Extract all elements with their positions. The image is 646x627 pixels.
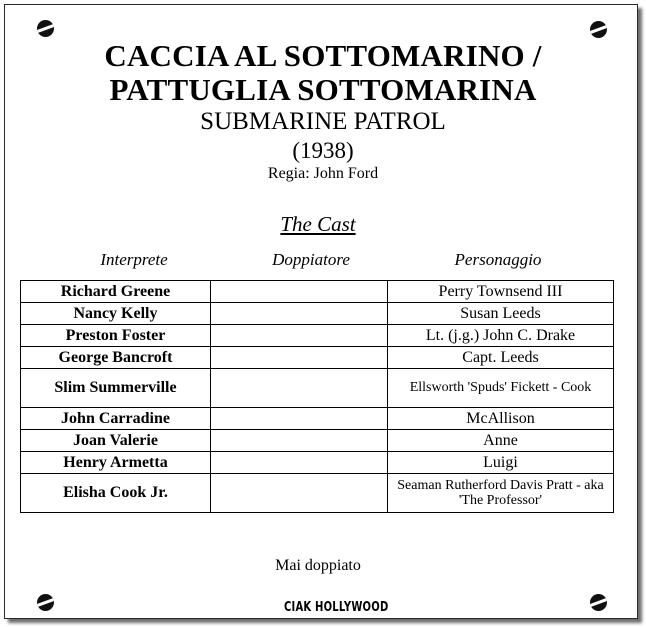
actor-cell: George Bancroft [21,347,211,369]
table-row [21,303,614,325]
dubbing-note: Mai doppiato [275,557,361,574]
screw-icon [37,20,54,37]
dubber-cell [211,303,388,325]
character-cell: Lt. (j.g.) John C. Drake [388,325,614,347]
column-header-character: Personaggio [454,250,542,269]
actor-cell: Elisha Cook Jr. [21,474,211,513]
table-row [21,281,614,303]
screw-icon [37,594,54,611]
column-header-actor: Interprete [100,250,168,269]
dubber-cell [211,430,388,452]
table-row [21,408,614,430]
table-row [21,369,614,408]
dubber-cell [211,281,388,303]
actor-cell: Henry Armetta [21,452,211,474]
character-cell: Seaman Rutherford Davis Pratt - aka 'The Professor' [388,474,614,513]
character-cell: McAllison [388,408,614,430]
character-cell: Susan Leeds [388,303,614,325]
italian-title-line-1: CACCIA AL SOTTOMARINO / [104,38,542,73]
table-row [21,430,614,452]
cast-heading: The Cast [280,212,356,236]
actor-cell: Nancy Kelly [21,303,211,325]
dubber-cell [211,325,388,347]
character-cell: Ellsworth 'Spuds' Fickett - Cook [388,369,614,408]
column-header-dubber: Doppiatore [272,250,350,269]
character-cell: Anne [388,430,614,452]
original-title: SUBMARINE PATROL [200,108,446,135]
dubber-cell [211,452,388,474]
cast-table [20,280,614,513]
screw-icon [590,594,607,611]
actor-cell: Richard Greene [21,281,211,303]
actor-cell: John Carradine [21,408,211,430]
actor-cell: Preston Foster [21,325,211,347]
actor-cell: Joan Valerie [21,430,211,452]
italian-title-line-2: PATTUGLIA SOTTOMARINA [109,72,537,107]
character-cell: Perry Townsend III [388,281,614,303]
table-row [21,474,614,513]
director-credit: Regia: John Ford [267,165,379,182]
dubber-cell [211,408,388,430]
actor-cell: Slim Summerville [21,369,211,408]
table-row [21,347,614,369]
dubber-cell [211,369,388,408]
release-year: (1938) [292,138,354,163]
ciak-hollywood-logo: CIAK HOLLYWOOD [284,600,389,615]
character-cell: Capt. Leeds [388,347,614,369]
dubber-cell [211,347,388,369]
dubber-cell [211,474,388,513]
table-row [21,452,614,474]
character-cell: Luigi [388,452,614,474]
table-row [21,325,614,347]
screw-icon [590,21,607,38]
